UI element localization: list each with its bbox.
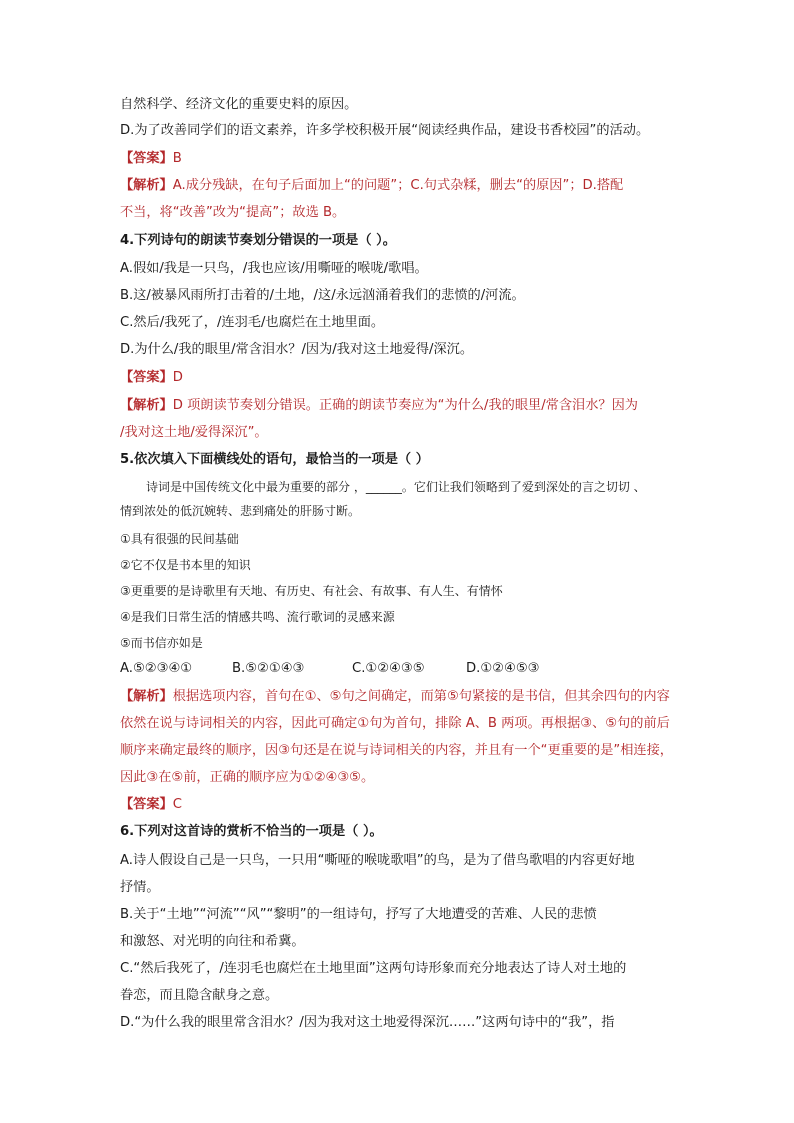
- q6-option-a-line-2: 抒情。: [120, 880, 160, 895]
- q6-option-a-line-1: A.诗人假设自己是一只鸟，一只用“嘶哑的喉咙歌唱”的鸟，是为了借鸟歌唱的内容更好地: [120, 853, 635, 868]
- analysis-tag: 【解析】: [120, 398, 173, 413]
- analysis-text: A.成分残缺，在句子后面加上“的问题”；C.句式杂糅，删去“的原因”；D.搭配: [172, 178, 624, 193]
- q5-analysis-line-2: 依然在说与诗词相关的内容，因此可确定①句为首句，排除 A、B 两项。再根据③、⑤句的前后: [120, 716, 670, 731]
- q5-item-5: ⑤而书信亦如是: [120, 636, 203, 650]
- answer-value: D: [172, 370, 183, 385]
- q5-item-3: ③更重要的是诗歌里有天地、有历史、有社会、有故事、有人生、有情怀: [120, 584, 503, 598]
- q5-analysis-line-1: [120, 688, 680, 706]
- q5-option-c: C.①②④③⑤: [352, 661, 425, 676]
- q6-option-b-line-2: 和激怒、对光明的向往和希冀。: [120, 934, 305, 949]
- analysis-tag: 【解析】: [120, 689, 173, 704]
- q4-answer: [120, 369, 680, 387]
- q6-option-b-line-1: B.关于“土地”“河流”“风”“黎明”的一组诗句，抒写了大地遭受的苦难、人民的悲愤: [120, 907, 597, 922]
- q4-option-b: B.这/被暴风雨所打击着的/土地，/这/永远汹涌着我们的悲愤的/河流。: [120, 288, 525, 303]
- q5-option-b: B.⑤②①④③: [232, 661, 305, 676]
- q4-option-c: C.然后/我死了，/连羽毛/也腐烂在土地里面。: [120, 315, 385, 330]
- q3-option-d: D.为了改善同学们的语文素养，许多学校积极开展“阅读经典作品，建设书香校园”的活动。: [120, 123, 650, 138]
- q3-answer: [120, 150, 680, 168]
- q5-passage-line-2: 情到浓处的低沉婉转、悲到痛处的肝肠寸断。: [120, 504, 361, 518]
- q3-continuation: 自然科学、经济文化的重要史料的原因。: [120, 97, 358, 112]
- q5-options: [120, 660, 680, 678]
- q5-analysis-line-4: 因此③在⑤前，正确的顺序应为①②④③⑤。: [120, 770, 375, 785]
- answer-tag: 【答案】: [120, 370, 173, 385]
- q6-option-c-line-2: 眷恋，而且隐含献身之意。: [120, 988, 279, 1003]
- q5-answer: [120, 796, 680, 814]
- q3-analysis-line-1: [120, 177, 680, 195]
- q3-analysis-line-2: 不当，将“改善”改为“提高”；故选 B。: [120, 205, 346, 220]
- q4-option-a: A.假如/我是一只鸟，/我也应该/用嘶哑的喉咙/歌唱。: [120, 261, 428, 276]
- q5-analysis-line-3: 顺序来确定最终的顺序，因③句还是在说与诗词相关的内容，并且有一个“更重要的是”相连接，: [120, 743, 673, 758]
- answer-tag: 【答案】: [120, 797, 173, 812]
- analysis-text: D 项朗读节奏划分错误。正确的朗读节奏应为“为什么/我的眼里/常含泪水？因为: [172, 398, 638, 413]
- q5-item-2: ②它不仅是书本里的知识: [120, 558, 251, 572]
- answer-value: B: [172, 151, 182, 166]
- q6-option-d-line-1: D.“为什么我的眼里常含泪水？/因为我对这土地爱得深沉……”这两句诗中的“我”，指: [120, 1015, 615, 1030]
- q5-passage-line-1: 诗词是中国传统文化中最为重要的部分 ，______。它们让我们领略到了爱到深处的言之切切 、: [146, 480, 646, 494]
- analysis-text: 根据选项内容，首句在①、⑤句之间确定，而第⑤句紧接的是书信，但其余四句的内容: [172, 689, 670, 704]
- q6-option-c-line-1: C.“然后我死了，/连羽毛也腐烂在土地里面”这两句诗形象而充分地表达了诗人对土地的: [120, 961, 627, 976]
- q4-analysis-line-1: [120, 397, 680, 415]
- q4-stem: 4.下列诗句的朗读节奏划分错误的一项是（ ）。: [120, 233, 396, 248]
- answer-value: C: [172, 797, 182, 812]
- analysis-tag: 【解析】: [120, 178, 173, 193]
- q5-item-4: ④是我们日常生活的情感共鸣、流行歌词的灵感来源: [120, 610, 395, 624]
- q5-item-1: ①具有很强的民间基础: [120, 532, 239, 546]
- q5-option-a: A.⑤②③④①: [120, 661, 193, 676]
- q6-stem: 6.下列对这首诗的赏析不恰当的一项是（ ）。: [120, 824, 383, 839]
- q4-analysis-line-2: /我对这土地/爱得深沉”。: [120, 425, 268, 440]
- answer-tag: 【答案】: [120, 151, 173, 166]
- q5-stem: 5.依次填入下面横线处的语句，最恰当的一项是（ ）: [120, 452, 429, 467]
- q4-option-d: D.为什么/我的眼里/常含泪水？/因为/我对这土地爱得/深沉。: [120, 342, 474, 357]
- q5-option-d: D.①②④⑤③: [466, 661, 540, 676]
